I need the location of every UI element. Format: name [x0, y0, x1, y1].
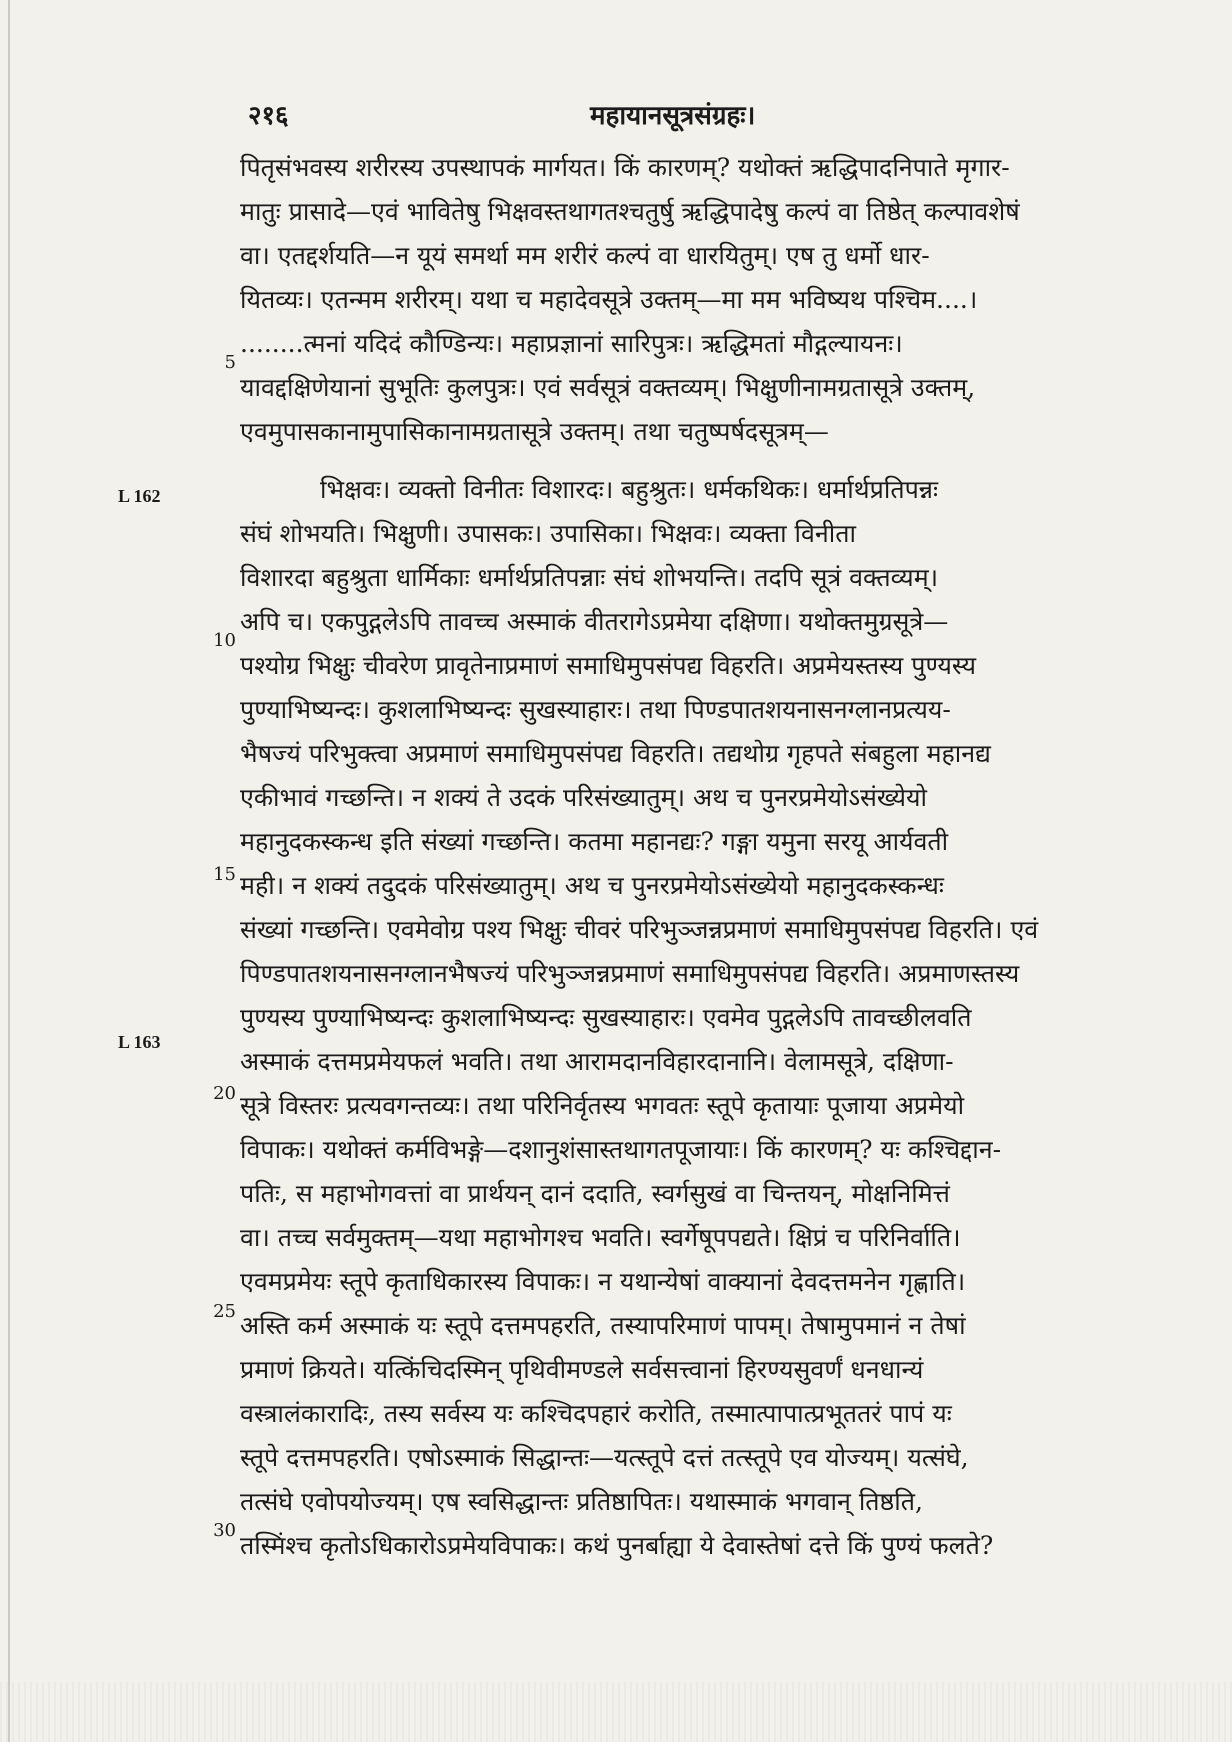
scan-noise [0, 1682, 1232, 1742]
text-line: मही। न शक्यं तदुदकं परिसंख्यातुम्। अथ च पुनरप्रमेयोऽसंख्येयो महानुदकस्कन्धः [240, 871, 944, 900]
text-line: विपाकः। यथोक्तं कर्मविभङ्गे—दशानुशंसास्तथागतपूजायाः। किं कारणम्? यः कश्चिद्दान- [240, 1135, 1002, 1164]
text-line: एवमुपासकानामुपासिकानामग्रतासूत्रे उक्तम्। तथा चतुष्पर्षदसूत्रम्— [240, 417, 829, 446]
text-line: वस्त्रालंकारादिः, तस्य सर्वस्य यः कश्चिदपहारं करोति, तस्मात्पापात्प्रभूततरं पापं यः [240, 1399, 952, 1428]
text-line: यावद्दक्षिणेयानां सुभूतिः कुलपुत्रः। एवं सर्वसूत्रं वक्तव्यम्। भिक्षुणीनामग्रतासूत्रे उक्तम्, [240, 373, 976, 402]
text-line: महानुदकस्कन्ध इति संख्यां गच्छन्ति। कतमा महानद्यः? गङ्गा यमुना सरयू आर्यवती [240, 827, 949, 856]
text-line: भैषज्यं परिभुक्त्वा अप्रमाणं समाधिमुपसंपद्य विहरति। तद्यथोग्र गृहपते संबहुला महानद्य [240, 739, 991, 768]
text-line: संख्यां गच्छन्ति। एवमेवोग्र पश्य भिक्षुः चीवरं परिभुञ्जन्नप्रमाणं समाधिमुपसंपद्य विहरति। एवं [240, 915, 1039, 944]
text-line: पितृसंभवस्य शरीरस्य उपस्थापकं मार्गयत। किं कारणम्? यथोक्तं ऋद्धिपादनिपाते मृगार- [240, 153, 1010, 182]
text-line: विशारदा बहुश्रुता धार्मिकाः धर्मार्थप्रतिपन्नाः संघं शोभयन्ति। तदपि सूत्रं वक्तव्यम्। [240, 563, 939, 592]
page-edge [8, 0, 10, 1742]
text-line: वा। तच्च सर्वमुक्तम्—यथा महाभोगश्च भवति। स्वर्गेषूपपद्यते। क्षिप्रं च परिनिर्वाति। [240, 1223, 961, 1252]
line-number-20: 20 [213, 1083, 236, 1104]
text-line: भिक्षवः। व्यक्तो विनीतः विशारदः। बहुश्रुतः। धर्मकथिकः। धर्मार्थप्रतिपन्नः [320, 475, 939, 504]
text-line: पश्योग्र भिक्षुः चीवरेण प्रावृतेनाप्रमाणं समाधिमुपसंपद्य विहरति। अप्रमेयस्तस्य पुण्यस्य [240, 651, 977, 680]
text-line: अपि च। एकपुद्गलेऽपि तावच्च अस्माकं वीतरागेऽप्रमेया दक्षिणा। यथोक्तमुग्रसूत्रे— [240, 607, 949, 636]
page-header [240, 96, 1140, 136]
line-number-15: 15 [213, 864, 236, 885]
text-line: अस्ति कर्म अस्माकं यः स्तूपे दत्तमपहरति, तस्यापरिमाणं पापम्। तेषामुपमानं न तेषां [240, 1311, 966, 1340]
text-line: तस्मिंश्च कृतोऽधिकारोऽप्रमेयविपाकः। कथं पुनर्बाह्या ये देवास्तेषां दत्ते किं पुण्यं फलते? [240, 1531, 994, 1560]
text-line: स्तूपे दत्तमपहरति। एषोऽस्माकं सिद्धान्तः—यत्स्तूपे दत्तं तत्स्तूपे एव योज्यम्। यत्संघे, [240, 1443, 969, 1472]
text-line: पुण्याभिष्यन्दः। कुशलाभिष्यन्दः सुखस्याहारः। तथा पिण्डपातशयनासनग्लानप्रत्यय- [240, 695, 951, 724]
line-number-25: 25 [213, 1301, 236, 1322]
text-line: सूत्रे विस्तरः प्रत्यवगन्तव्यः। तथा परिनिर्वृतस्य भगवतः स्तूपे कृतायाः पूजाया अप्रमेयो [240, 1091, 965, 1120]
text-line: ........त्मनां यदिदं कौण्डिन्यः। महाप्रज्ञानां सारिपुत्रः। ऋद्धिमतां मौद्गल्यायनः। [240, 329, 903, 358]
margin-ref-l163: L 163 [118, 1032, 161, 1052]
text-line: पतिः, स महाभोगवत्तां वा प्रार्थयन् दानं ददाति, स्वर्गसुखं वा चिन्तयन्, मोक्षनिमित्तं [240, 1179, 950, 1208]
text-line: संघं शोभयति। भिक्षुणी। उपासकः। उपासिका। भिक्षवः। व्यक्ता विनीता [240, 519, 856, 548]
text-line: यितव्यः। एतन्मम शरीरम्। यथा च महादेवसूत्रे उक्तम्—मा मम भविष्यथ पश्चिम....। [240, 285, 978, 314]
text-line: पुण्यस्य पुण्याभिष्यन्दः कुशलाभिष्यन्दः सुखस्याहारः। एवमेव पुद्गलेऽपि तावच्छीलवति [240, 1003, 972, 1032]
margin-ref-l162: L 162 [118, 486, 161, 506]
text-line: प्रमाणं क्रियते। यत्किंचिदस्मिन् पृथिवीमण्डले सर्वसत्त्वानां हिरण्यसुवर्णं धनधान्यं [240, 1355, 924, 1384]
page-number: २१६ [248, 101, 289, 131]
text-line: एकीभावं गच्छन्ति। न शक्यं ते उदकं परिसंख्यातुम्। अथ च पुनरप्रमेयोऽसंख्येयो [240, 783, 927, 812]
text-line: तत्संघे एवोपयोज्यम्। एष स्वसिद्धान्तः प्रतिष्ठापितः। यथास्माकं भगवान् तिष्ठति, [240, 1487, 923, 1516]
line-number-30: 30 [213, 1520, 236, 1541]
line-number-10: 10 [213, 630, 236, 651]
running-head: महायानसूत्रसंग्रहः। [590, 101, 756, 131]
text-line: पिण्डपातशयनासनग्लानभैषज्यं परिभुञ्जन्नप्रमाणं समाधिमुपसंपद्य विहरति। अप्रमाणस्तस्य [240, 959, 1020, 988]
line-number-5: 5 [224, 352, 236, 373]
text-line: अस्माकं दत्तमप्रमेयफलं भवति। तथा आरामदानविहारदानानि। वेलामसूत्रे, दक्षिणा- [240, 1047, 954, 1076]
text-line: मातुः प्रासादे—एवं भावितेषु भिक्षवस्तथागतश्चतुर्षु ऋद्धिपादेषु कल्पं वा तिष्ठेत् कल्पावशेषं [240, 197, 1020, 226]
text-line: वा। एतद्दर्शयति—न यूयं समर्था मम शरीरं कल्पं वा धारयितुम्। एष तु धर्मो धार- [240, 241, 930, 270]
text-line: एवमप्रमेयः स्तूपे कृताधिकारस्य विपाकः। न यथान्येषां वाक्यानां देवदत्तमनेन गृह्णाति। [240, 1267, 966, 1296]
